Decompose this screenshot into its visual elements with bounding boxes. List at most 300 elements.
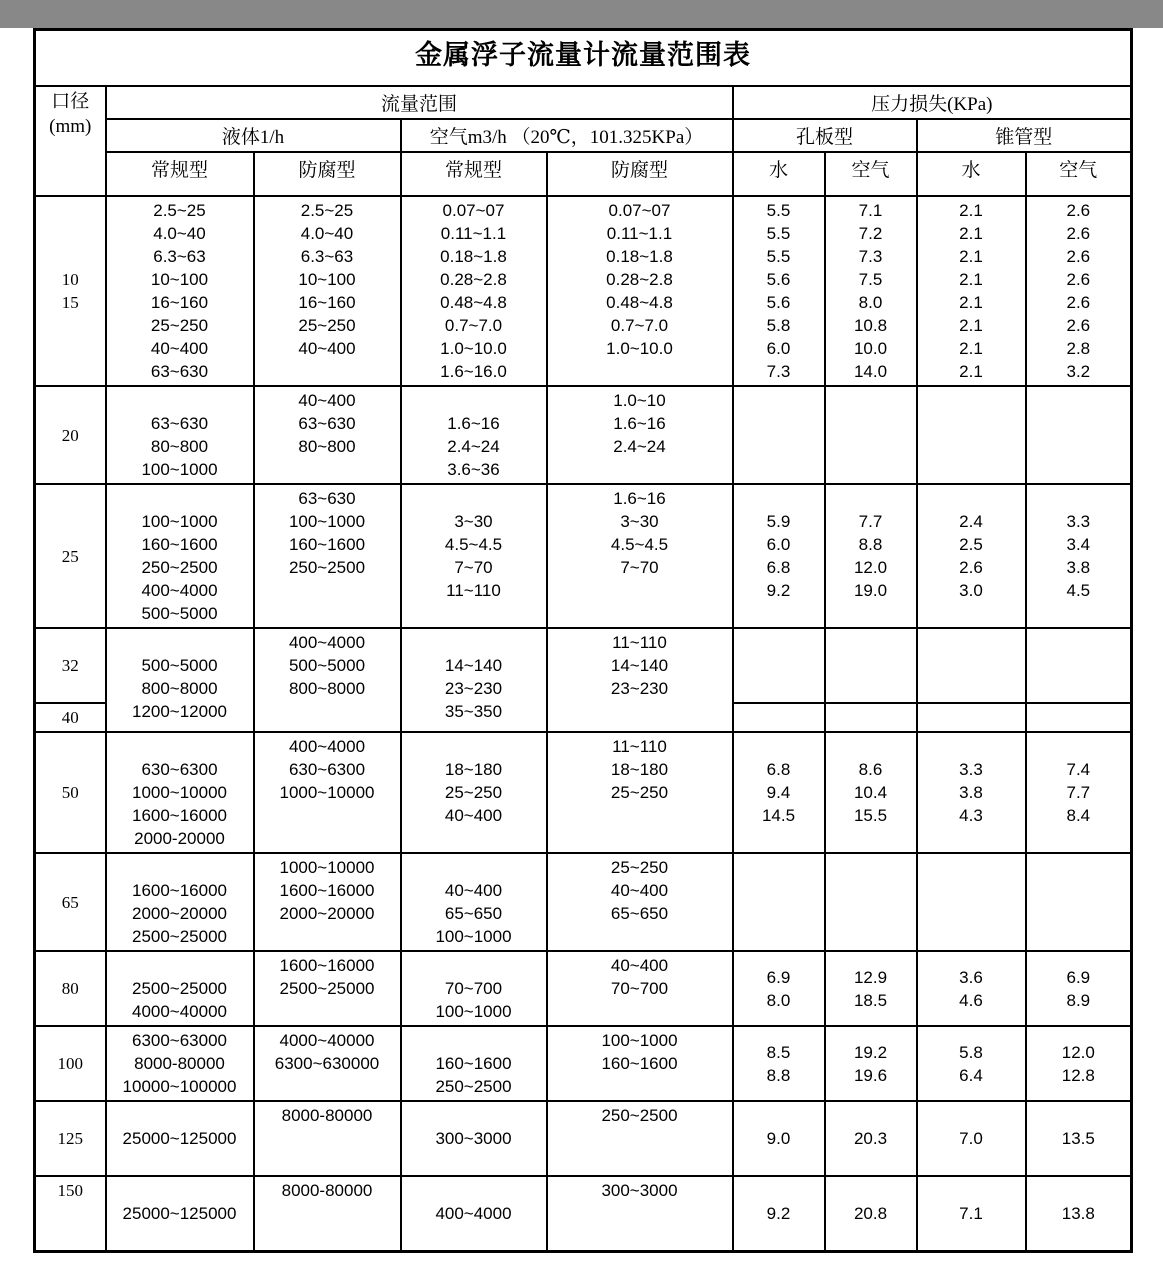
cell-diameter: [35, 628, 106, 703]
value-line: 32: [61, 656, 79, 675]
value-line: [256, 1225, 399, 1248]
value-line: [1028, 631, 1130, 654]
cell-orifice-water: [733, 628, 825, 703]
page-title: 金属浮子流量计流量范围表: [35, 30, 1132, 87]
value-line: [827, 856, 915, 879]
value-line: 18~180: [610, 760, 669, 779]
value-line: [919, 677, 1024, 700]
cell-air-normal: [401, 386, 547, 484]
header-flow-range: 流量范围: [106, 86, 733, 119]
value-line: [1028, 827, 1130, 850]
value-line: 5.5: [766, 201, 791, 220]
cell-liquid-anti: [254, 628, 401, 732]
value-line: [256, 602, 399, 625]
value-line: 7.2: [858, 224, 883, 243]
value-line: [256, 925, 399, 948]
cell-air-normal: [401, 484, 547, 628]
value-line: 4.5~4.5: [444, 535, 503, 554]
flow-range-table: [33, 28, 1133, 1253]
header-liquid: 液体1/h: [106, 119, 401, 152]
value-line: [735, 902, 823, 925]
value-line: 2.1: [959, 201, 983, 220]
value-line: 16~160: [150, 293, 209, 312]
value-line: 70~700: [610, 979, 669, 998]
value-line: 0.7~7.0: [444, 316, 503, 335]
value-line: 6300~630000: [274, 1054, 380, 1073]
value-line: [549, 1000, 731, 1023]
value-line: [735, 856, 823, 879]
value-line: [735, 435, 823, 458]
cell-air-anti: [547, 484, 733, 628]
cell-cone-water: [917, 951, 1026, 1026]
cell-air-anti: [547, 1176, 733, 1252]
value-line: 500~5000: [141, 604, 218, 623]
value-line: 7.0: [959, 1129, 983, 1148]
header-row-types: [35, 152, 1132, 196]
value-line: 3~30: [620, 512, 659, 531]
value-line: [256, 804, 399, 827]
value-line: [549, 1150, 731, 1173]
value-line: 4.5: [1066, 581, 1091, 600]
value-line: [1028, 389, 1130, 412]
value-line: [827, 677, 915, 700]
value-line: 1.0~10.0: [440, 339, 507, 358]
value-line: 4.5~4.5: [610, 535, 669, 554]
cell-liquid-normal: [106, 853, 254, 951]
value-line: 2.6: [1066, 316, 1091, 335]
cell-orifice-water: [733, 853, 825, 951]
cell-cone-air: [1026, 1101, 1132, 1176]
value-line: 6.4: [959, 1065, 983, 1085]
table-row: [35, 628, 1132, 703]
value-line: 1.0~10: [613, 391, 666, 410]
value-line: 2.1: [959, 339, 983, 358]
value-line: 1000~10000: [279, 858, 375, 877]
value-line: 3.8: [959, 783, 983, 802]
value-line: [256, 700, 399, 723]
value-line: [1028, 879, 1130, 902]
value-line: 9.4: [766, 783, 791, 802]
cell-cone-water: [917, 196, 1026, 386]
table-row: [35, 484, 1132, 628]
value-line: 4.0~40: [300, 224, 354, 243]
value-line: 10.4: [853, 783, 888, 802]
value-line: [1028, 487, 1130, 510]
value-line: 2.4: [959, 512, 983, 531]
value-line: 14~140: [610, 656, 669, 675]
cell-liquid-normal: [106, 628, 254, 732]
value-line: 5.8: [766, 316, 791, 335]
value-line: [108, 735, 252, 758]
value-line: [735, 735, 823, 758]
value-line: 8.4: [1066, 806, 1091, 825]
cell-cone-air: [1026, 196, 1132, 386]
value-line: [256, 458, 399, 481]
value-line: 12.0: [1061, 1042, 1095, 1062]
cell-orifice-air: [825, 1026, 917, 1101]
cell-air-normal: [401, 196, 547, 386]
value-line: 800~8000: [288, 679, 366, 698]
value-line: 2.4~24: [613, 437, 666, 456]
value-line: 10.0: [853, 339, 888, 358]
value-line: 1.6~16.0: [440, 362, 507, 381]
value-line: [1028, 602, 1130, 625]
value-line: [827, 631, 915, 654]
value-line: [735, 389, 823, 412]
value-line: 20: [61, 425, 79, 445]
value-line: 1600~16000: [131, 806, 228, 825]
value-line: 25: [61, 546, 79, 566]
value-line: [1028, 654, 1130, 677]
value-line: 3.3: [959, 760, 983, 779]
cell-air-normal: [401, 1026, 547, 1101]
cell-liquid-anti: [254, 1101, 401, 1176]
cell-cone-water: [917, 703, 1026, 732]
cell-cone-air: [1026, 1176, 1132, 1252]
header-orifice-water: 水: [733, 152, 825, 196]
value-line: [919, 654, 1024, 677]
value-line: 35~350: [444, 702, 503, 721]
value-line: 5.6: [766, 270, 791, 289]
value-line: 0.11~1.1: [606, 224, 673, 243]
cell-air-anti: [547, 951, 733, 1026]
value-line: [256, 827, 399, 850]
value-line: 1.6~16: [613, 414, 666, 433]
value-line: 2000~20000: [279, 904, 375, 923]
value-line: 500~5000: [141, 656, 218, 675]
table-row: [35, 1176, 1132, 1252]
value-line: [1028, 735, 1130, 758]
cell-liquid-normal: [106, 1026, 254, 1101]
value-line: 7.4: [1066, 760, 1091, 779]
header-diameter-line1: 口径: [51, 91, 90, 112]
value-line: 300~3000: [435, 1129, 512, 1148]
value-line: 14~140: [444, 656, 503, 675]
value-line: 23~230: [610, 679, 669, 698]
value-line: [919, 925, 1024, 948]
value-line: [1028, 902, 1130, 925]
cell-cone-water: [917, 1101, 1026, 1176]
value-line: [1028, 856, 1130, 879]
value-line: 100~1000: [141, 460, 218, 479]
value-line: 250~2500: [141, 558, 218, 577]
value-line: [919, 487, 1024, 510]
cell-air-anti: [547, 196, 733, 386]
value-line: 0.11~1.1: [440, 224, 507, 243]
value-line: 4000~40000: [279, 1031, 375, 1050]
value-line: 40~400: [150, 339, 209, 358]
value-line: 2.1: [959, 270, 983, 289]
value-line: [735, 458, 823, 481]
cell-orifice-water: [733, 196, 825, 386]
value-line: [735, 487, 823, 510]
value-line: 0.48~4.8: [440, 293, 507, 312]
value-line: 500~5000: [288, 656, 366, 675]
value-line: [549, 1225, 731, 1248]
value-line: 400~4000: [288, 633, 366, 652]
value-line: [549, 360, 731, 383]
value-line: [919, 902, 1024, 925]
cell-orifice-water: [733, 1176, 825, 1252]
value-line: 5.9: [766, 512, 791, 531]
value-line: 13.5: [1061, 1129, 1095, 1148]
cell-orifice-water: [733, 484, 825, 628]
value-line: [827, 458, 915, 481]
value-line: 12.8: [1061, 1065, 1095, 1085]
cell-orifice-water: [733, 703, 825, 732]
cell-liquid-normal: [106, 732, 254, 853]
value-line: [735, 706, 823, 729]
value-line: [403, 487, 545, 510]
value-line: 10.8: [853, 316, 888, 335]
value-line: 250~2500: [288, 558, 366, 577]
value-line: [1028, 458, 1130, 481]
value-line: [549, 1127, 731, 1150]
value-line: 1.0~10.0: [606, 339, 673, 358]
value-line: 40~400: [444, 806, 503, 825]
value-line: [735, 827, 823, 850]
cell-cone-air: [1026, 386, 1132, 484]
value-line: 63~630: [298, 414, 356, 433]
value-line: 8.8: [858, 535, 883, 554]
value-line: 400~4000: [288, 737, 366, 756]
cell-liquid-anti: [254, 386, 401, 484]
value-line: 100~1000: [435, 1002, 512, 1021]
header-air-normal: 常规型: [401, 152, 547, 196]
value-line: 100~1000: [288, 512, 366, 531]
value-line: [735, 602, 823, 625]
value-line: [108, 487, 252, 510]
cell-diameter: [35, 951, 106, 1026]
value-line: 25000~125000: [122, 1129, 237, 1148]
value-line: 3.0: [959, 581, 983, 600]
value-line: [827, 827, 915, 850]
value-line: 800~8000: [141, 679, 218, 698]
value-line: 14.5: [761, 806, 796, 825]
cell-air-normal: [401, 951, 547, 1026]
value-line: 4.3: [959, 806, 983, 825]
value-line: [256, 1075, 399, 1098]
cell-diameter: [35, 484, 106, 628]
value-line: [549, 827, 731, 850]
value-line: [256, 1127, 399, 1150]
value-line: 2500~25000: [131, 927, 228, 946]
header-orifice: 孔板型: [733, 119, 917, 152]
header-air: 空气m3/h （20℃，101.325KPa）: [401, 119, 733, 152]
value-line: 300~3000: [601, 1181, 678, 1200]
cell-air-normal: [401, 1176, 547, 1252]
value-line: [549, 804, 731, 827]
value-line: 20.8: [853, 1204, 888, 1223]
value-line: 11~110: [612, 633, 667, 652]
value-line: [108, 856, 252, 879]
value-line: [827, 654, 915, 677]
cell-liquid-normal: [106, 1101, 254, 1176]
value-line: 40~400: [444, 881, 503, 900]
value-line: [827, 487, 915, 510]
value-line: 160~1600: [288, 535, 366, 554]
header-liquid-anticorrosive: 防腐型: [254, 152, 401, 196]
value-line: 4.6: [959, 990, 983, 1010]
cell-orifice-water: [733, 732, 825, 853]
value-line: [549, 602, 731, 625]
value-line: [256, 1000, 399, 1023]
value-line: 0.07~07: [442, 201, 505, 220]
cell-cone-air: [1026, 1026, 1132, 1101]
value-line: 23~230: [444, 679, 503, 698]
value-line: 2.1: [959, 362, 983, 381]
value-line: 0.07~07: [608, 201, 671, 220]
cell-orifice-air: [825, 732, 917, 853]
value-line: [827, 706, 915, 729]
value-line: 1600~16000: [279, 956, 375, 975]
value-line: 630~6300: [288, 760, 366, 779]
value-line: 100~1000: [601, 1031, 678, 1050]
value-line: [256, 360, 399, 383]
value-line: [827, 412, 915, 435]
value-line: 100~1000: [435, 927, 512, 946]
value-line: 65~650: [444, 904, 503, 923]
cell-liquid-anti: [254, 853, 401, 951]
value-line: [549, 700, 731, 723]
header-pressure-loss: 压力损失(KPa): [733, 86, 1132, 119]
cell-air-normal: [401, 853, 547, 951]
value-line: 4.0~40: [153, 224, 206, 243]
value-line: [256, 579, 399, 602]
cell-cone-air: [1026, 853, 1132, 951]
value-line: 3~30: [454, 512, 493, 531]
value-line: 0.28~2.8: [606, 270, 673, 289]
cell-liquid-normal: [106, 1176, 254, 1252]
cell-diameter: [35, 386, 106, 484]
table-row: [35, 386, 1132, 484]
cell-liquid-normal: [106, 484, 254, 628]
value-line: 63~630: [150, 414, 209, 433]
cell-diameter: [35, 732, 106, 853]
value-line: 1200~12000: [131, 702, 228, 721]
value-line: 40~400: [298, 391, 356, 410]
cell-air-normal: [401, 628, 547, 732]
value-line: 11~110: [446, 581, 501, 600]
value-line: 65: [61, 892, 79, 912]
value-line: 2.6: [1066, 224, 1091, 243]
cell-diameter: [35, 1026, 106, 1101]
value-line: 2.1: [959, 224, 983, 243]
value-line: 19.2: [853, 1042, 888, 1062]
cell-air-anti: [547, 732, 733, 853]
value-line: 18.5: [853, 990, 888, 1010]
value-line: [108, 389, 252, 412]
value-line: [919, 735, 1024, 758]
value-line: 1.6~16: [613, 489, 666, 508]
value-line: [919, 706, 1024, 729]
value-line: 2.1: [959, 293, 983, 312]
value-line: 0.18~1.8: [440, 247, 507, 266]
header-cone-water: 水: [917, 152, 1026, 196]
cell-cone-water: [917, 1176, 1026, 1252]
value-line: [919, 435, 1024, 458]
value-line: 11~110: [612, 737, 667, 756]
table-row: [35, 196, 1132, 386]
value-line: 3.2: [1066, 362, 1091, 381]
cell-air-anti: [547, 853, 733, 951]
value-line: 7~70: [454, 558, 493, 577]
cell-orifice-air: [825, 484, 917, 628]
value-line: 40~400: [610, 956, 669, 975]
value-line: 70~700: [444, 979, 503, 998]
value-line: 2000~20000: [131, 904, 228, 923]
value-line: 65~650: [610, 904, 669, 923]
value-line: 40~400: [298, 339, 356, 358]
value-line: 160~1600: [435, 1054, 512, 1073]
cell-liquid-normal: [106, 386, 254, 484]
value-line: [919, 879, 1024, 902]
header-liquid-normal: 常规型: [106, 152, 254, 196]
cell-liquid-normal: [106, 196, 254, 386]
cell-orifice-water: [733, 951, 825, 1026]
value-line: 2.5~25: [153, 201, 206, 220]
table-row: [35, 853, 1132, 951]
cell-orifice-air: [825, 1101, 917, 1176]
value-line: 2500~25000: [279, 979, 375, 998]
value-line: 150: [57, 1181, 83, 1200]
value-line: 3.6: [959, 967, 983, 987]
cell-orifice-air: [825, 853, 917, 951]
value-line: 4000~40000: [131, 1002, 228, 1021]
cell-cone-water: [917, 853, 1026, 951]
value-line: [403, 954, 545, 977]
value-line: 5.6: [766, 293, 791, 312]
value-line: [1028, 706, 1130, 729]
value-line: 18~180: [444, 760, 503, 779]
value-line: 6.0: [766, 339, 791, 358]
cell-air-normal: [401, 732, 547, 853]
value-line: 10~100: [150, 270, 209, 289]
value-line: [827, 389, 915, 412]
cell-liquid-anti: [254, 484, 401, 628]
table-row: [35, 1101, 1132, 1176]
value-line: [919, 827, 1024, 850]
value-line: [403, 602, 545, 625]
value-line: [37, 1225, 104, 1248]
cell-air-anti: [547, 628, 733, 732]
cell-cone-water: [917, 386, 1026, 484]
value-line: [1028, 435, 1130, 458]
value-line: [256, 1202, 399, 1225]
cell-orifice-water: [733, 1026, 825, 1101]
cell-orifice-air: [825, 628, 917, 703]
value-line: [919, 856, 1024, 879]
cell-cone-air: [1026, 703, 1132, 732]
value-line: 6.0: [766, 535, 791, 554]
value-line: 80: [61, 979, 79, 998]
value-line: 7.1: [959, 1204, 983, 1223]
value-line: 12.0: [853, 558, 888, 577]
value-line: 10~100: [298, 270, 356, 289]
value-line: 0.48~4.8: [606, 293, 673, 312]
cell-cone-water: [917, 484, 1026, 628]
value-line: 3.3: [1066, 512, 1091, 531]
value-line: 8000-80000: [281, 1106, 373, 1125]
value-line: 15: [61, 293, 79, 312]
value-line: 25~250: [298, 316, 356, 335]
value-line: 2.1: [959, 247, 983, 266]
value-line: [827, 879, 915, 902]
value-line: [403, 1029, 545, 1052]
cell-liquid-anti: [254, 1026, 401, 1101]
value-line: [919, 602, 1024, 625]
value-line: 0.7~7.0: [610, 316, 669, 335]
